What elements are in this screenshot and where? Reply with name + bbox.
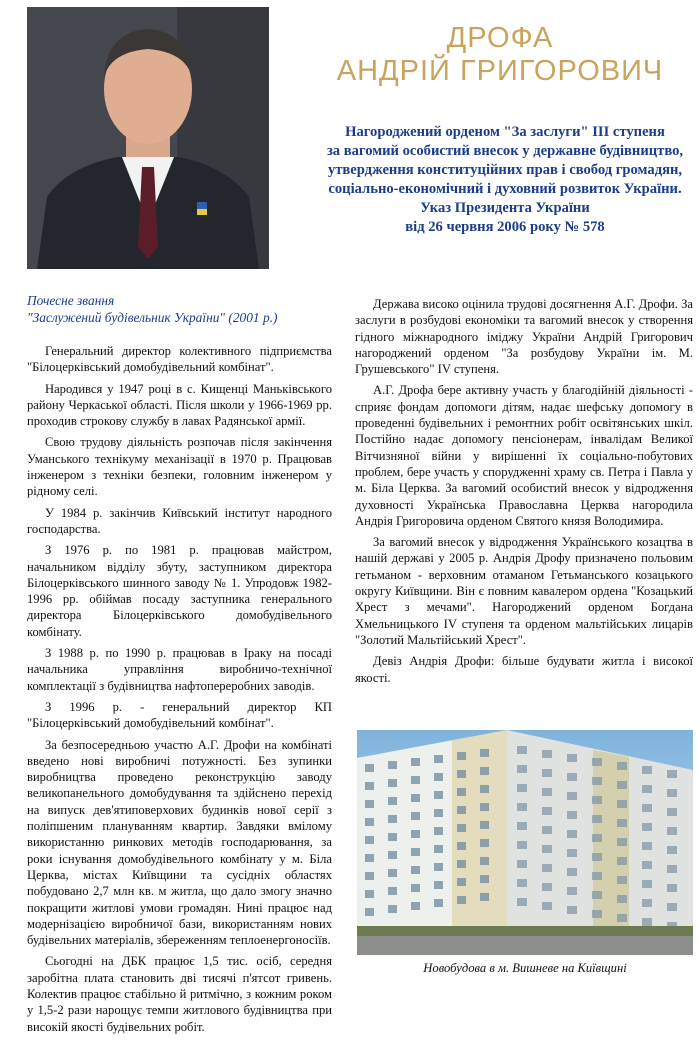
building-window — [542, 826, 552, 834]
building-window — [667, 770, 677, 778]
building-window — [517, 860, 527, 868]
building-window — [617, 914, 627, 922]
building-window — [434, 827, 443, 835]
building-window — [542, 769, 552, 777]
person-surname: ДРОФА — [446, 22, 554, 54]
building-window — [667, 903, 677, 911]
award-line: утвердження конституційних прав і свобод громадян, — [327, 162, 683, 178]
building-window — [617, 781, 627, 789]
building-window — [434, 863, 443, 871]
building-window — [567, 811, 577, 819]
building-window — [592, 853, 602, 861]
building-window — [365, 782, 374, 790]
building-window — [434, 773, 443, 781]
building-window — [567, 754, 577, 762]
building-window — [411, 812, 420, 820]
building-window — [388, 851, 397, 859]
paragraph: У 1984 р. закінчив Київський інститут народного господарства. — [27, 505, 332, 536]
building-window — [411, 776, 420, 784]
building-window — [667, 865, 677, 873]
building-window — [388, 815, 397, 823]
building-window — [667, 789, 677, 797]
building-window — [592, 891, 602, 899]
building-window — [517, 879, 527, 887]
building-window — [517, 746, 527, 754]
honorary-title — [27, 292, 327, 326]
paragraph: За вагомий внесок у відродження Українського козацтва в нашій державі у 2005 р. Андрія Дрофу призначено польовим гетьманом - верховним отаманом Гетьманського козацького округу Київщини. Він є повним кавалером ордена "Козацький Хрест з мечами". Нагороджений орденом Богдана Хмельницького IV ступеня та орденом мальтійських лицарів "Золотий Мальтійський Хрест". — [355, 535, 693, 647]
building-window — [667, 808, 677, 816]
building-window — [642, 823, 652, 831]
building-window — [457, 842, 466, 850]
building-window — [365, 908, 374, 916]
paragraph: З 1988 р. по 1990 р. працював в Іраку на посаді начальника управління виробничо-технічної комплектації з будівництва нафтопереробних заводів. — [27, 646, 332, 693]
building-window — [434, 791, 443, 799]
building-window — [667, 827, 677, 835]
building-window — [365, 800, 374, 808]
paragraph: За безпосередньою участю А.Г. Дрофи на комбінаті введено нові виробничі потужності. Без зупинки виробництва проведено реконструкцію заводу великопанельного домобудування та здійснено перехід на випуск дев'ятиповерхових будинків нової серії з поліпшеним плануванням квартир. Завдяки вмілому використанню ринкових методів господарювання, за роки існування домобудівельного комбінату у м. Біла Церква, містах Київщини та сусідніх областях побудовано 2,7 млн кв. м житла, що дало змогу значно покращити житлові умови громадян. Нині працює над модернізацією виробничої бази, використанням нових будівельних матеріалів, збереженням теплоенергоносіїв. — [27, 737, 332, 948]
paragraph: Народився у 1947 році в с. Кищенці Маньківського району Черкаської області. Після школи у 1966-1969 рр. проходив строкову службу в лавах Радянської армії. — [27, 381, 332, 429]
building-window — [617, 762, 627, 770]
building-window — [434, 755, 443, 763]
building-window — [617, 838, 627, 846]
building-window — [480, 839, 489, 847]
building-window — [411, 902, 420, 910]
building-window — [457, 896, 466, 904]
building-window — [411, 758, 420, 766]
paragraph: Держава високо оцінила трудові досягнення А.Г. Дрофи. За заслуги в розбудові економіки та вагомий внесок у створення гідного міжнародного іміджу України Андрій Григорович нагороджений орденом "За розбудову України ім. М. Грушевського" IV ступеня. — [355, 297, 693, 377]
building-window — [365, 890, 374, 898]
building-window — [457, 770, 466, 778]
building-window — [567, 792, 577, 800]
building-window — [365, 764, 374, 772]
building-window — [542, 864, 552, 872]
photo-caption: Новобудова в м. Вишневе на Київщині — [423, 961, 627, 975]
building-window — [411, 830, 420, 838]
building-window — [434, 845, 443, 853]
building-window — [434, 881, 443, 889]
building-window — [642, 918, 652, 926]
building-window — [411, 794, 420, 802]
honorary-title-value: "Заслужений будівельник України" (2001 р.) — [27, 310, 278, 325]
building-window — [567, 830, 577, 838]
building-window — [388, 905, 397, 913]
person-name — [310, 22, 690, 88]
building-window — [592, 910, 602, 918]
building-window — [480, 821, 489, 829]
building-window — [617, 876, 627, 884]
building-window — [592, 758, 602, 766]
award-line: за вагомий особистий внесок у державне будівництво, — [326, 143, 684, 159]
building-window — [388, 797, 397, 805]
building-window — [434, 809, 443, 817]
building-window — [365, 818, 374, 826]
building-window — [388, 833, 397, 841]
paragraph: З 1976 р. по 1981 р. працював майстром, начальником відділу збуту, заступником директора Білоцерківського шинного заводу № 1. Упродовж 1982-1996 рр. обіймав посаду заступника генерального директора Білоцерківського домобудівельного комбінату. — [27, 543, 332, 639]
building-window — [388, 779, 397, 787]
biography-left-column — [27, 343, 332, 1040]
building-window — [642, 899, 652, 907]
honorary-title-label: Почесне звання — [27, 293, 115, 308]
building-window — [457, 788, 466, 796]
building-window — [517, 822, 527, 830]
building-window — [542, 902, 552, 910]
building-window — [411, 866, 420, 874]
building-window — [517, 841, 527, 849]
building-window — [642, 880, 652, 888]
building-window — [365, 836, 374, 844]
building-window — [642, 861, 652, 869]
building-window — [480, 803, 489, 811]
building-window — [567, 868, 577, 876]
building-window — [480, 749, 489, 757]
award-line: Указ Президента України — [420, 200, 590, 216]
paragraph: А.Г. Дрофа бере активну участь у благодійній діяльності - сприяє фондам допомоги дітям, надає шефську допомогу в проведенні будівельних і ремонтних робіт освітянських шкіл. Постійно надає допомогу пенсіонерам, інвалідам Великої Вітчизняної війни у вирішенні їх соціально-побутових проблем, бере участь у спорудженні храму св. Петра і Павла у м. Біла Церква. За вагомий особистий внесок у відродження духовності Українська Православна Церква нагородила Андрія Григоровича орденом Святого князя Володимира. — [355, 383, 693, 528]
building-window — [642, 785, 652, 793]
person-given-names: АНДРІЙ ГРИГОРОВИЧ — [336, 55, 664, 87]
paragraph: Девіз Андрія Дрофи: більше будувати житла і високої якості. — [355, 654, 693, 685]
building-window — [457, 806, 466, 814]
building-window — [457, 824, 466, 832]
building-window — [567, 849, 577, 857]
building-window — [457, 860, 466, 868]
building-window — [592, 796, 602, 804]
building-window — [480, 857, 489, 865]
building-window — [480, 875, 489, 883]
building-window — [642, 766, 652, 774]
building-window — [617, 895, 627, 903]
building-window — [480, 785, 489, 793]
building-window — [592, 777, 602, 785]
building-window — [517, 784, 527, 792]
building-window — [567, 773, 577, 781]
paragraph: Генеральний директор колективного підприємства "Білоцерківський домобудівельний комбінат". — [27, 344, 332, 375]
building-window — [457, 752, 466, 760]
building-window — [567, 906, 577, 914]
biography-right-column — [355, 296, 693, 691]
building-window — [480, 767, 489, 775]
building-window — [567, 887, 577, 895]
building-window — [365, 872, 374, 880]
portrait-photo — [27, 7, 269, 269]
building-window — [388, 887, 397, 895]
building-window — [592, 815, 602, 823]
building-photo — [357, 730, 693, 955]
building-window — [517, 898, 527, 906]
paragraph: Сьогодні на ДБК працює 1,5 тис. осіб, середня заробітна плата становить дві тисячі п'ятсот гривень. Колектив працює стабільно й ритмічно, з кожним роком у 1,5-2 рази нарощує темпи житлового будівництва при високій якості будівельних робіт. — [27, 954, 332, 1034]
building-window — [617, 857, 627, 865]
building-window — [542, 807, 552, 815]
award-line: соціально-економічний і духовний розвиток України. — [328, 181, 682, 197]
award-statement — [320, 123, 690, 237]
award-line: від 26 червня 2006 року № 578 — [405, 219, 605, 235]
building-window — [542, 750, 552, 758]
award-line: Нагороджений орденом "За заслуги" III ступеня — [345, 124, 665, 140]
building-window — [434, 899, 443, 907]
building-window — [411, 884, 420, 892]
building-window — [592, 872, 602, 880]
building-window — [388, 761, 397, 769]
building-window — [642, 804, 652, 812]
building-window — [592, 834, 602, 842]
building-window — [617, 819, 627, 827]
paragraph: З 1996 р. - генеральний директор КП "Білоцерківський домобудівельний комбінат". — [27, 699, 332, 731]
building-window — [480, 893, 489, 901]
building-window — [542, 883, 552, 891]
building-window — [617, 800, 627, 808]
building-window — [542, 845, 552, 853]
building-window — [365, 854, 374, 862]
building-window — [457, 878, 466, 886]
building-window — [388, 869, 397, 877]
building-window — [517, 803, 527, 811]
building-window — [517, 765, 527, 773]
building-window — [411, 848, 420, 856]
building-window — [667, 846, 677, 854]
building-window — [542, 788, 552, 796]
building-window — [642, 842, 652, 850]
building-window — [667, 884, 677, 892]
paragraph: Свою трудову діяльність розпочав після закінчення Уманського технікуму механізації в 1970 р. Працював інженером з техніки безпеки, головним інженером у рідному селі. — [27, 435, 332, 499]
